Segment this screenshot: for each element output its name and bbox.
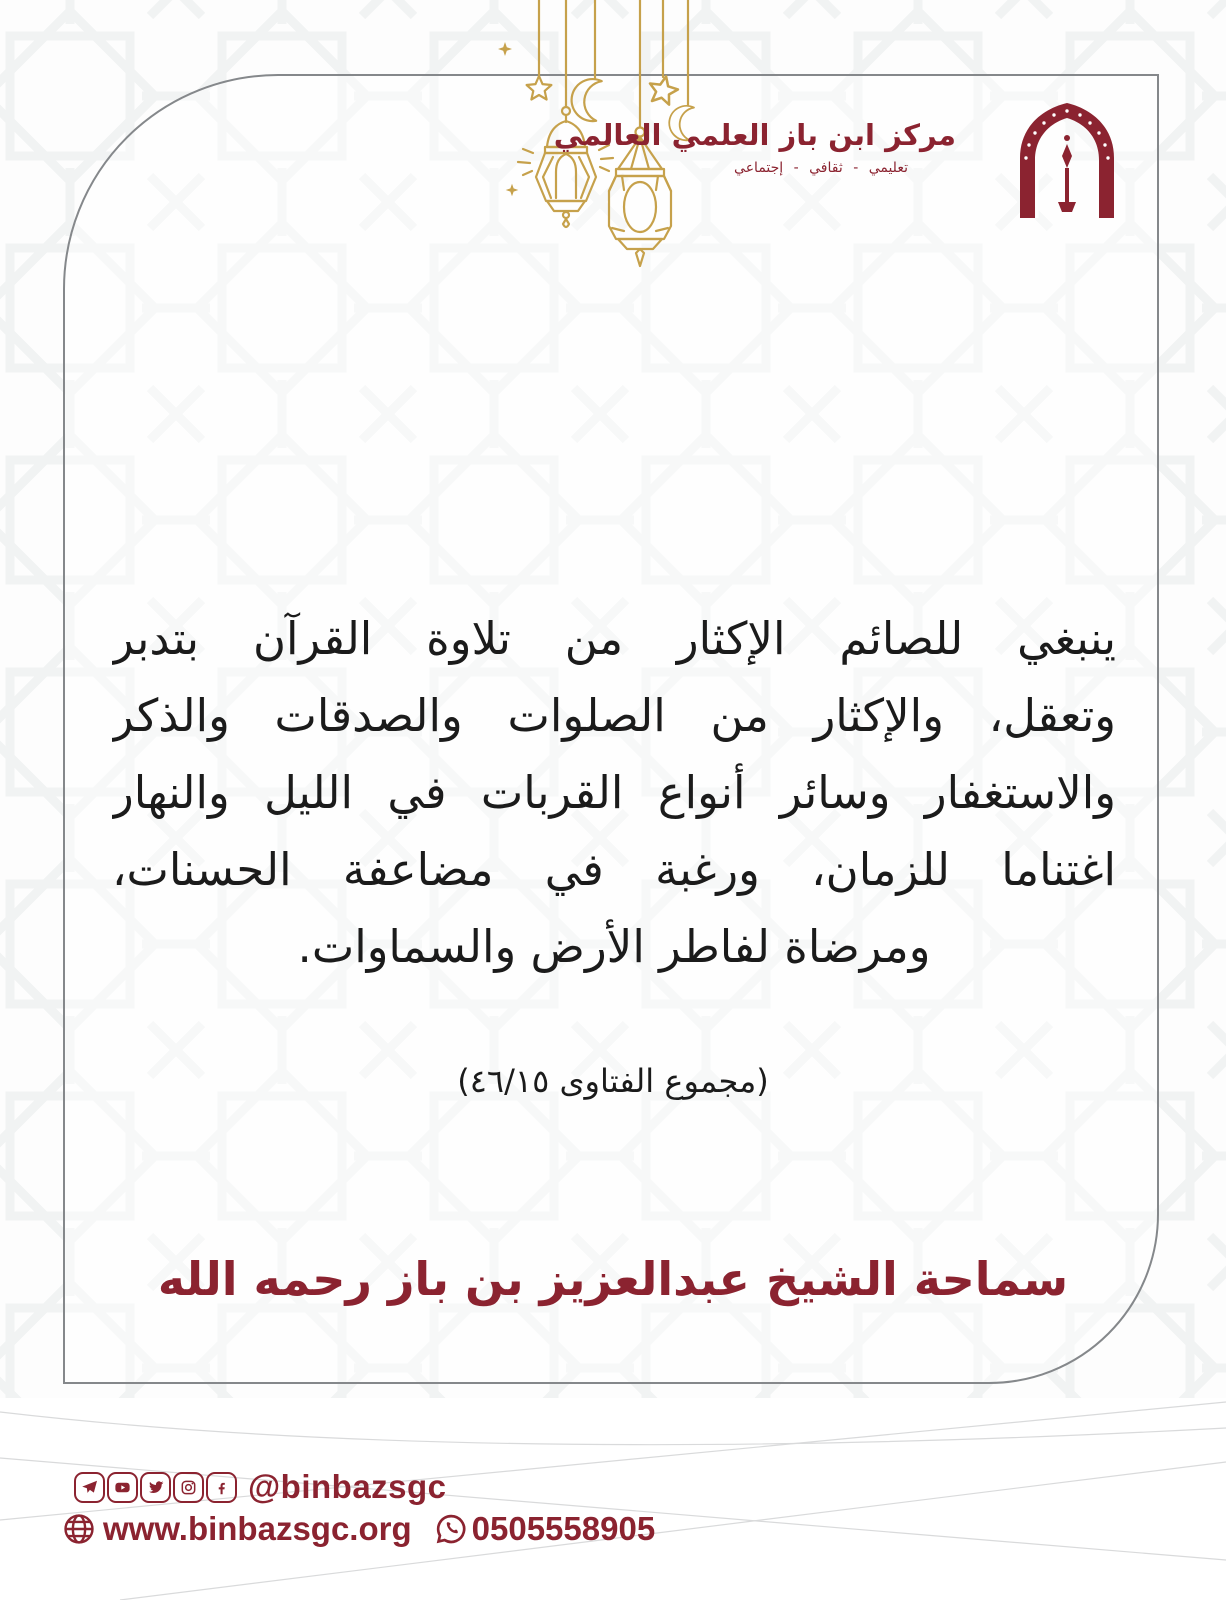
instagram-icon — [173, 1472, 204, 1503]
whatsapp-icon — [434, 1512, 468, 1546]
quote-line: ومرضاة لفاطر الأرض والسماوات. — [297, 920, 931, 973]
quote-line: والاستغفار وسائر أنواع القربات في الليل والنهار — [112, 766, 1116, 819]
website-url: www.binbazsgc.org — [103, 1510, 412, 1547]
quote-text — [112, 600, 1116, 985]
social-icons-row — [74, 1468, 447, 1506]
hanging-strings — [539, 0, 688, 127]
contact-row — [62, 1510, 655, 1548]
twitter-icon — [140, 1472, 171, 1503]
signature-calligraphy: سماحة الشيخ عبدالعزيز بن باز رحمه الله — [157, 1252, 1069, 1306]
quote-line: اغتناما للزمان، ورغبة في مضاعفة الحسنات، — [112, 843, 1116, 896]
facebook-icon — [206, 1472, 237, 1503]
social-handle: @binbazsgc — [248, 1468, 447, 1505]
quote-line: وتعقل، والإكثار من الصلوات والصدقات والذكر — [112, 689, 1116, 742]
mosque-arch-logo-icon — [1014, 100, 1120, 218]
phone-number: 0505558905 — [471, 1510, 656, 1547]
citation: (مجموع الفتاوى ٤٦/١٥) — [457, 1062, 769, 1100]
star-icon — [527, 76, 552, 100]
logo-title: مركز ابن باز العلمي العالمي — [553, 118, 956, 152]
quote-line: ينبغي للصائم الإكثار من تلاوة القرآن بتدبر — [112, 612, 1116, 665]
youtube-icon — [107, 1472, 138, 1503]
globe-icon — [62, 1512, 96, 1546]
logo-subtitle: تعليمي - ثقافي - إجتماعي — [734, 160, 908, 177]
telegram-icon — [74, 1472, 105, 1503]
sparkle-icon — [498, 42, 518, 196]
star-icon — [647, 73, 681, 105]
